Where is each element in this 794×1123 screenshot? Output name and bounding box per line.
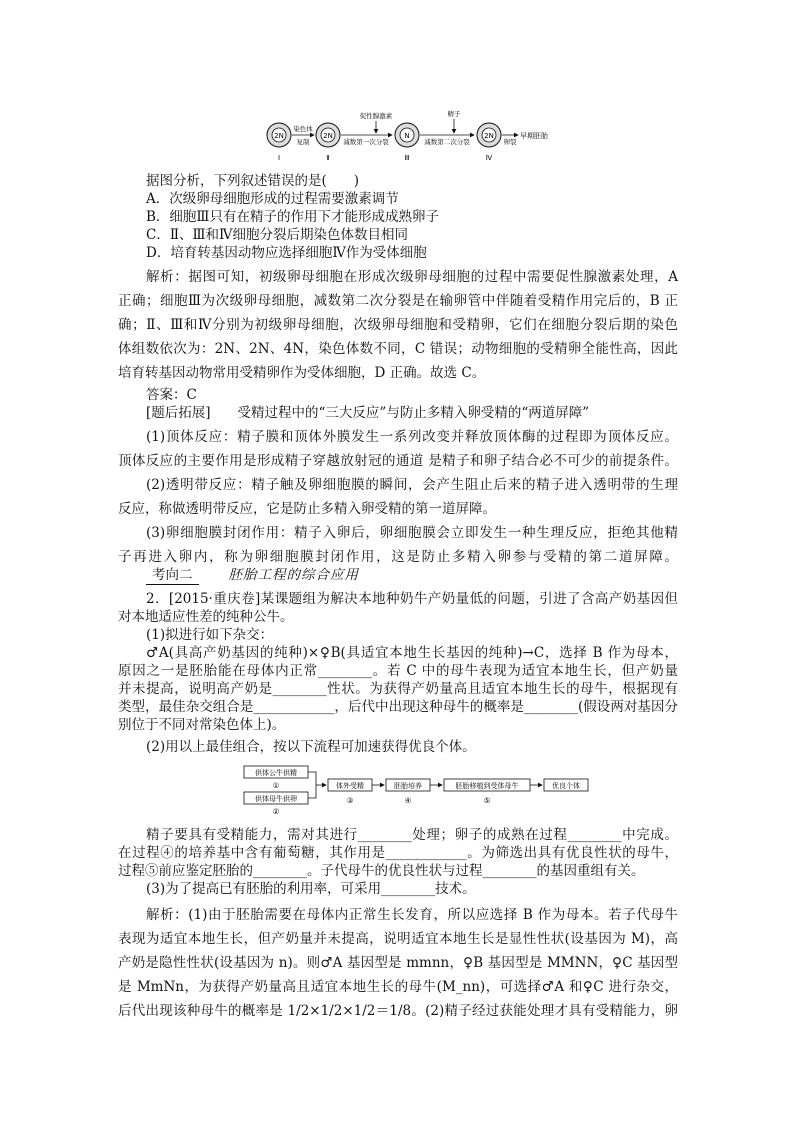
cell-4 <box>477 123 501 162</box>
arrow4-bottom-label: 卵裂 <box>503 138 517 146</box>
q2-part2-line-1: 精子要具有受精能力，需对其进行________处理；卵子的成熟在过程________中完成。 <box>146 827 678 843</box>
q2-analysis-line-5: 后代出现该种母牛的概率是 1/2×1/2×1/2＝1/8。(2)精子经过获能处理才具有受精能力，卵 <box>118 1003 678 1019</box>
q1-answer: 答案：C <box>146 387 197 403</box>
q2-part1-line-2: ♂A(具高产奶基因的纯种)×♀B(具适宜本地生长基因的纯种)→C，选择 B 作为母本， <box>146 645 678 661</box>
q2-part1-line-5: 类型，最佳杂交组合是____________，后代中出现这种母牛的概率是________(假设两对基因分 <box>118 699 678 715</box>
q2-part3: (3)为了提高已有胚胎的利用率，可采用________技术。 <box>146 881 476 897</box>
flow-box-culture-label: 胚胎培养 <box>394 782 422 790</box>
q1-analysis-line-1: 解析：据图可知，初级卵母细胞在形成次级卵母细胞的过程中需要促性腺激素处理，A <box>146 269 678 285</box>
breeding-flowchart <box>242 764 632 820</box>
extension-p3-line-2: 子再进入卵内，称为卵细胞膜封闭作用，这是防止多精入卵参与受精的第二道屏障。 <box>118 549 678 565</box>
flow-box-transfer-label: 胚胎移植到受体母牛 <box>455 782 519 790</box>
q2-analysis-line-3: 产奶是隐性性状(设基因为 n)。则♂A 基因型是 mmnn，♀B 基因型是 MMNN，♀C 基因型 <box>118 955 678 971</box>
arrow1-bottom-label: 复制 <box>296 138 310 146</box>
arrow1-top-label: 染色体 <box>293 125 313 133</box>
flow-box-egg-label: 供体母牛供卵 <box>255 795 297 803</box>
q1-analysis-line-2: 正确；细胞Ⅲ为次级卵母细胞，减数第二次分裂是在输卵管中伴随着受精作用完后的，B 正 <box>118 293 678 309</box>
section-title: 胚胎工程的综合应用 <box>228 567 359 583</box>
q1-option-c: C．Ⅱ、Ⅲ和Ⅳ细胞分裂后期染色体数目相同 <box>146 227 409 243</box>
flow-box-ivf-label: 体外受精 <box>336 782 364 790</box>
extension-p1-line-2: 顶体反应的主要作用是形成精子穿越放射冠的通道 是精子和卵子结合必不可少的前提条件。 <box>118 453 678 469</box>
q2-analysis-line-2: 表现为适宜本地生长，但产奶量并未提高，说明适宜本地生长是显性性状(设基因为 M)，高 <box>118 931 678 947</box>
extension-title: [题后拓展] 受精过程中的“三大反应”与防止多精入卵受精的“两道屏障” <box>146 405 590 421</box>
q2-analysis-line-1: 解析：(1)由于胚胎需要在母体内正常生长发育，所以应选择 B 作为母本。若子代母牛 <box>146 907 678 923</box>
q1-analysis-line-5: 培育转基因动物常用受精卵作为受体细胞，D 正确。故选 C。 <box>118 365 486 381</box>
flow-num-2: ② <box>272 807 280 816</box>
extension-p2-line-1: (2)透明带反应：精子触及卵细胞膜的瞬间，会产生阻止后来的精子进入透明带的生理 <box>146 477 678 493</box>
section-label: 考向二 <box>146 566 199 585</box>
flow-box-result-label: 优良个体 <box>552 782 580 790</box>
flow-num-4: ④ <box>404 796 412 805</box>
q2-stem-line-2: 对本地适应性差的纯种公牛。 <box>118 609 294 625</box>
flow-num-5: ⑤ <box>483 796 491 805</box>
q2-part2-line-2: 在过程④的培养基中含有葡萄糖，其作用是____________。为筛选出具有优良性状的母牛， <box>118 845 678 861</box>
q1-option-b: B．细胞Ⅲ只有在精子的作用下才能形成成熟卵子 <box>146 209 439 225</box>
q2-part1-line-6: 别位于不同对常染色体上)。 <box>118 717 286 733</box>
q1-analysis-line-4: 体组数依次为：2N、2N、4N，染色体数不同，C 错误；动物细胞的受精卵全能性高，因此 <box>118 341 678 357</box>
sperm-label: 精子 <box>447 110 461 118</box>
q2-part1-line-3: 原因之一是胚胎能在母体内正常________。若 C 中的母牛表现为适宜本地生长，但产奶量 <box>118 663 678 679</box>
arrow2-bottom-label: 减数第一次分裂 <box>343 138 389 146</box>
q1-stem: 据图分析，下列叙述错误的是( ) <box>146 173 360 189</box>
cell-1 <box>267 123 291 162</box>
arrow3-bottom-label: 减数第二次分裂 <box>424 138 470 146</box>
q2-part1-line-4: 并未提高，说明高产奶是________性状。为获得产奶量高且适宜本地生长的母牛，根据现有 <box>118 681 678 697</box>
q2-part2-intro: (2)用以上最佳组合，按以下流程可加速获得优良个体。 <box>146 739 476 755</box>
q1-option-d: D．培育转基因动物应选择细胞Ⅳ作为受体细胞 <box>146 245 427 261</box>
end-label: 早期胚胎 <box>520 132 548 140</box>
hormone-label: 促性腺激素 <box>359 112 393 120</box>
oocyte-diagram <box>262 108 562 164</box>
q2-stem-line-1: 2．[2015·重庆卷]某课题组为解决本地种奶牛产奶量低的问题，引进了含高产奶基因但 <box>146 591 678 607</box>
cell-4-stage: Ⅳ <box>485 154 493 162</box>
cell-2-stage: Ⅱ <box>326 154 330 162</box>
q1-option-a: A．次级卵母细胞形成的过程需要激素调节 <box>146 191 399 207</box>
cell-3-stage: Ⅲ <box>404 154 410 162</box>
cell-2-label: 2N <box>323 132 333 140</box>
cell-2 <box>316 123 340 162</box>
q2-part2-line-3: 过程⑤前应鉴定胚胎的________。子代母牛的优良性状与过程________的基因重组有关。 <box>118 863 645 879</box>
cell-3 <box>395 123 419 162</box>
cell-4-label: 2N <box>484 132 494 140</box>
flow-num-3: ③ <box>346 796 354 805</box>
cell-3-label: N <box>404 132 410 140</box>
flow-box-sperm-label: 供体公牛供精 <box>255 769 297 777</box>
cell-1-stage: Ⅰ <box>277 154 281 162</box>
q1-analysis-line-3: 确；Ⅱ、Ⅲ和Ⅳ分别为初级卵母细胞，次级卵母细胞和受精卵，它们在细胞分裂后期的染色 <box>118 317 678 333</box>
extension-p2-line-2: 反应，称做透明带反应，它是防止多精入卵受精的第一道屏障。 <box>118 501 496 517</box>
cell-1-label: 2N <box>274 132 284 140</box>
flow-num-1: ① <box>272 781 280 790</box>
extension-p3-line-1: (3)卵细胞膜封闭作用：精子入卵后，卵细胞膜会立即发生一种生理反应，拒绝其他精 <box>146 525 678 541</box>
q2-analysis-line-4: 是 MmNn，为获得产奶量高且适宜本地生长的母牛(M_nn)，可选择♂A 和♀C 进行杂交， <box>118 979 678 995</box>
q2-part1-line-1: (1)拟进行如下杂交： <box>146 627 274 643</box>
extension-p1-line-1: (1)顶体反应：精子膜和顶体外膜发生一系列改变并释放顶体酶的过程即为顶体反应。 <box>146 429 678 445</box>
section-heading <box>146 566 359 585</box>
